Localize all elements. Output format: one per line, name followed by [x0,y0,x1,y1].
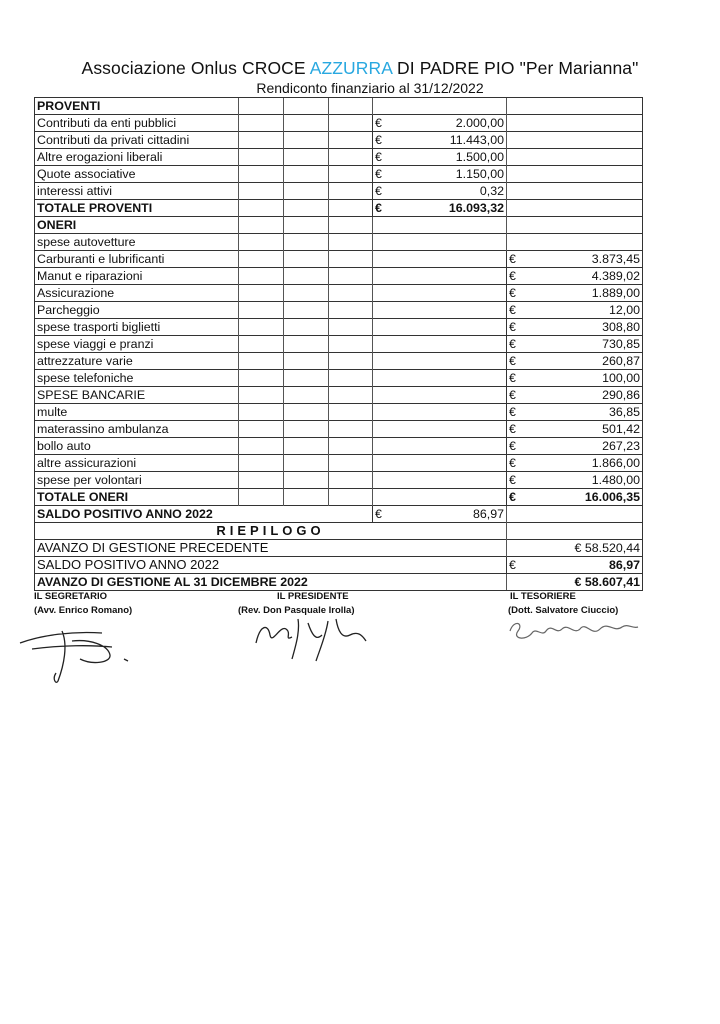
table-row [35,149,643,166]
total-amount: 16.093,32 [393,200,507,217]
grid-cell [239,149,284,166]
income-amount: 11.443,00 [393,132,507,149]
grid-cell [239,302,284,319]
grid-cell [373,404,507,421]
riepilogo-heading: RIEPILOGO [35,523,507,540]
row-label: bollo auto [35,438,239,455]
expense-amount: 267,23 [529,438,643,455]
subheading: spese autovetture [35,234,239,251]
table-row [35,455,643,472]
row-label: spese trasporti biglietti [35,319,239,336]
currency-symbol: € [507,336,529,353]
grid-cell [284,489,329,506]
grid-cell [507,217,643,234]
total-label: TOTALE ONERI [35,489,239,506]
currency-symbol: € [507,557,529,574]
grid-cell [239,319,284,336]
saldo-label: SALDO POSITIVO ANNO 2022 [35,506,373,523]
currency-symbol: € [507,472,529,489]
expense-amount: 4.389,02 [529,268,643,285]
grid-cell [239,472,284,489]
row-label: attrezzature varie [35,353,239,370]
income-amount: 1.150,00 [393,166,507,183]
grid-cell [329,251,373,268]
grid-cell [329,98,373,115]
expense-amount: 501,42 [529,421,643,438]
currency-symbol: € [373,115,393,132]
grid-cell [329,336,373,353]
expense-amount: 290,86 [529,387,643,404]
grid-cell [284,98,329,115]
grid-cell [284,217,329,234]
grid-cell [284,285,329,302]
grid-cell [329,370,373,387]
grid-cell [373,336,507,353]
title-suffix: DI PADRE PIO "Per Marianna" [392,58,639,78]
currency-symbol: € [507,387,529,404]
currency-symbol: € [507,455,529,472]
table-row [35,183,643,200]
table-row [35,370,643,387]
currency-symbol: € [507,404,529,421]
grid-cell [329,132,373,149]
grid-cell [373,319,507,336]
grid-cell [284,115,329,132]
currency-symbol: € [373,132,393,149]
grid-cell [329,421,373,438]
grid-cell [373,234,507,251]
total-amount: 16.006,35 [529,489,643,506]
row-label: Contributi da privati cittadini [35,132,239,149]
grid-cell [284,455,329,472]
grid-cell [507,132,643,149]
grid-cell [507,506,643,523]
currency-symbol: € [507,268,529,285]
expense-amount: 36,85 [529,404,643,421]
grid-cell [239,183,284,200]
grid-cell [239,217,284,234]
grid-cell [284,387,329,404]
grid-cell [373,98,507,115]
expense-amount: 1.889,00 [529,285,643,302]
presidente-signature [246,605,386,665]
grid-cell [329,234,373,251]
table-row [35,404,643,421]
section-heading: ONERI [35,217,239,234]
table-row [35,319,643,336]
grid-cell [284,183,329,200]
income-amount: 1.500,00 [393,149,507,166]
grid-cell [507,149,643,166]
row-label: Assicurazione [35,285,239,302]
currency-symbol: € [507,353,529,370]
grid-cell [329,302,373,319]
currency-symbol: € [373,506,393,523]
avanzo-precedente-label: AVANZO DI GESTIONE PRECEDENTE [35,540,507,557]
grid-cell [329,285,373,302]
currency-symbol: € [373,183,393,200]
grid-cell [284,472,329,489]
grid-cell [373,251,507,268]
total-oneri-row [35,489,643,506]
grid-cell [239,404,284,421]
grid-cell [329,149,373,166]
row-label: Parcheggio [35,302,239,319]
grid-cell [329,489,373,506]
currency-symbol: € [507,251,529,268]
grid-cell [507,166,643,183]
grid-cell [239,268,284,285]
grid-cell [373,421,507,438]
grid-cell [373,285,507,302]
expense-amount: 100,00 [529,370,643,387]
grid-cell [507,200,643,217]
tesoriere-name: (Dott. Salvatore Ciuccio) [508,605,619,616]
currency-symbol: € [373,166,393,183]
currency-symbol: € [507,438,529,455]
tesoriere-role: IL TESORIERE [510,591,576,602]
row-label: Manut e riparazioni [35,268,239,285]
table-row [35,166,643,183]
segretario-signature [12,615,162,685]
income-amount: 2.000,00 [393,115,507,132]
avanzo-finale-label: AVANZO DI GESTIONE AL 31 DICEMBRE 2022 [35,574,507,591]
grid-cell [373,472,507,489]
row-label: altre assicurazioni [35,455,239,472]
grid-cell [373,489,507,506]
total-label: TOTALE PROVENTI [35,200,239,217]
grid-cell [373,302,507,319]
oneri-subheading-row [35,234,643,251]
oneri-heading-row [35,217,643,234]
grid-cell [284,370,329,387]
row-label: spese telefoniche [35,370,239,387]
presidente-name: (Rev. Don Pasquale Irolla) [238,605,355,616]
grid-cell [284,234,329,251]
grid-cell [373,370,507,387]
grid-cell [507,523,643,540]
grid-cell [329,115,373,132]
riepilogo-heading-row [35,523,643,540]
grid-cell [239,455,284,472]
table-row [35,421,643,438]
document-subtitle: Rendiconto finanziario al 31/12/2022 [256,80,484,96]
grid-cell [239,234,284,251]
grid-cell [329,217,373,234]
signatures-block [34,591,654,691]
table-row [35,438,643,455]
row-label: Quote associative [35,166,239,183]
grid-cell [284,302,329,319]
grid-cell [284,268,329,285]
grid-cell [239,421,284,438]
grid-cell [239,336,284,353]
saldo-amount: 86,97 [393,506,507,523]
grid-cell [239,438,284,455]
grid-cell [239,285,284,302]
table-row [35,336,643,353]
total-proventi-row [35,200,643,217]
avanzo-precedente-row [35,540,643,557]
grid-cell [239,489,284,506]
grid-cell [239,387,284,404]
table-row [35,268,643,285]
currency-symbol: € [507,302,529,319]
segretario-role: IL SEGRETARIO [34,591,108,602]
expense-amount: 12,00 [529,302,643,319]
grid-cell [284,200,329,217]
row-label: Altre erogazioni liberali [35,149,239,166]
avanzo-precedente-amount: € 58.520,44 [507,540,643,557]
grid-cell [329,353,373,370]
tesoriere-signature [504,609,654,649]
table-row [35,285,643,302]
grid-cell [507,183,643,200]
table-row [35,115,643,132]
grid-cell [373,387,507,404]
table-row [35,472,643,489]
grid-cell [284,251,329,268]
section-heading: PROVENTI [35,98,239,115]
table-row [35,132,643,149]
grid-cell [329,387,373,404]
title-highlight: AZZURRA [309,58,393,78]
grid-cell [329,200,373,217]
grid-cell [329,268,373,285]
proventi-heading-row [35,98,643,115]
income-amount: 0,32 [393,183,507,200]
expense-amount: 3.873,45 [529,251,643,268]
row-label: SPESE BANCARIE [35,387,239,404]
row-label: Contributi da enti pubblici [35,115,239,132]
currency-symbol: € [507,285,529,302]
grid-cell [239,353,284,370]
grid-cell [239,251,284,268]
table-row [35,353,643,370]
grid-cell [329,404,373,421]
grid-cell [373,438,507,455]
saldo-row [35,506,643,523]
currency-symbol: € [507,489,529,506]
avanzo-finale-amount: € 58.607,41 [507,574,643,591]
title-prefix: Associazione Onlus CROCE [81,58,310,78]
grid-cell [507,98,643,115]
grid-cell [373,455,507,472]
row-label: interessi attivi [35,183,239,200]
document-title [0,58,720,79]
presidente-role: IL PRESIDENTE [277,591,349,602]
grid-cell [373,268,507,285]
row-label: Carburanti e lubrificanti [35,251,239,268]
row-label: materassino ambulanza [35,421,239,438]
row-label: spese per volontari [35,472,239,489]
avanzo-finale-row [35,574,643,591]
riepilogo-saldo-label: SALDO POSITIVO ANNO 2022 [35,557,507,574]
currency-symbol: € [373,200,393,217]
grid-cell [373,353,507,370]
grid-cell [284,149,329,166]
grid-cell [239,132,284,149]
riepilogo-saldo-amount: 86,97 [529,557,643,574]
table-row [35,302,643,319]
grid-cell [239,98,284,115]
grid-cell [284,132,329,149]
currency-symbol: € [507,421,529,438]
currency-symbol: € [507,319,529,336]
grid-cell [329,166,373,183]
riepilogo-saldo-row [35,557,643,574]
grid-cell [239,370,284,387]
grid-cell [284,438,329,455]
currency-symbol: € [507,370,529,387]
expense-amount: 1.866,00 [529,455,643,472]
row-label: spese viaggi e pranzi [35,336,239,353]
expense-amount: 730,85 [529,336,643,353]
financial-statement-table [34,97,643,591]
expense-amount: 1.480,00 [529,472,643,489]
grid-cell [239,166,284,183]
grid-cell [284,421,329,438]
grid-cell [284,319,329,336]
table-row [35,251,643,268]
grid-cell [284,404,329,421]
expense-amount: 260,87 [529,353,643,370]
segretario-name: (Avv. Enrico Romano) [34,605,133,616]
row-label: multe [35,404,239,421]
table-row [35,387,643,404]
grid-cell [239,200,284,217]
grid-cell [507,234,643,251]
grid-cell [329,455,373,472]
grid-cell [329,438,373,455]
grid-cell [329,319,373,336]
grid-cell [239,115,284,132]
grid-cell [329,472,373,489]
grid-cell [284,166,329,183]
grid-cell [284,336,329,353]
grid-cell [329,183,373,200]
grid-cell [507,115,643,132]
currency-symbol: € [373,149,393,166]
expense-amount: 308,80 [529,319,643,336]
grid-cell [284,353,329,370]
grid-cell [373,217,507,234]
